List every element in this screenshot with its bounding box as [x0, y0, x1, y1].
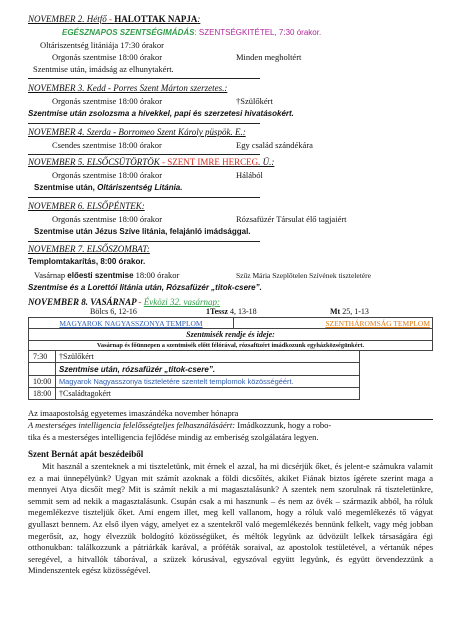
row-1-text: †Szülőkért — [59, 352, 94, 361]
intention-title: Az imaapostolság egyetemes imaszándéka november hónapra — [28, 408, 239, 418]
nov2-subtitle — [62, 28, 321, 38]
nov7-mass-a: Vasárnap — [34, 270, 68, 280]
nov8-reading-2-ref: 4, 13-18 — [227, 307, 257, 316]
table-row-time-cell — [28, 387, 56, 400]
nov3-intention: †Szülőkért — [236, 96, 273, 106]
table-row — [55, 387, 360, 400]
nov8-heading-sep: - — [136, 297, 144, 307]
nov8-heading-a: NOVEMBER 8. VASÁRNAP — [28, 297, 137, 307]
nov4-mass: Csendes szentmise 18:00 órakor — [52, 140, 162, 150]
intention-text-a: Imádkozzunk, hogy a robo- — [235, 420, 332, 430]
nov7-mass-c: 18:00 órakor — [133, 270, 180, 280]
table-row — [55, 362, 360, 376]
row-2-text: Szentmise után, rózsafüzér „titok-csere”. — [59, 365, 216, 374]
nov2-heading-end: : — [197, 14, 201, 24]
nov7-heading: NOVEMBER 7. ELSŐSZOMBAT: — [28, 244, 150, 254]
table-row-time-cell — [28, 362, 56, 376]
nov6-heading: NOVEMBER 6. ELSŐPÉNTEK: — [28, 201, 145, 211]
row-3-text: Magyarok Nagyasszonya tiszteletére szentelt templomok közösségéért. — [59, 377, 294, 386]
intention-topic: A mesterséges intelligencia felelősségteljes felhasználásáért: — [28, 420, 236, 430]
nov2-heading-date: NOVEMBER 2. Hétfő — [28, 14, 107, 24]
nov8-reading-3 — [330, 307, 369, 317]
nov2-heading — [28, 14, 200, 25]
nov3-heading: NOVEMBER 3. Kedd - Porres Szent Márton szerzetes.: — [28, 83, 228, 93]
nov8-reading-1: Bölcs 6, 12-16 — [90, 307, 137, 316]
nov4-intention: Egy család szándékára — [236, 140, 313, 150]
nov3-rule — [28, 123, 260, 124]
intention-line-2 — [28, 420, 331, 431]
nov2-heading-sep: - — [106, 14, 115, 24]
nov2-heading-title: HALOTTAK NAPJA — [114, 14, 198, 24]
nov6-rule — [28, 241, 260, 242]
nov4-heading: NOVEMBER 4. Szerda - Borromeo Szent Károly püspök. E.: — [28, 127, 246, 137]
nov7-intention: Szűz Mária Szeplőtelen Szívének tiszteletére — [236, 271, 371, 280]
nov2-litany: Oltáriszentség litániája 17:30 órakor — [40, 40, 164, 50]
nov2-rule — [28, 78, 260, 79]
nov8-reading-2 — [206, 307, 257, 317]
intention-line-3: tika és a mesterséges intelligencia fejlődése mindig az emberiség szolgálatára legyen. — [28, 432, 319, 442]
row-4-text: †Családtagokért — [59, 389, 111, 398]
nov8-reading-3-ref: 25, 1-13 — [340, 307, 369, 316]
nov8-reading-3-book: Mt — [330, 307, 341, 316]
nov4-rule — [28, 154, 260, 155]
nov2-intention: Minden megholtért — [236, 52, 302, 62]
nov2-mass: Orgonás szentmise 18:00 órakor — [52, 52, 163, 62]
nov7-mass — [34, 270, 179, 281]
nov2-subtitle-a: EGÉSZNAPOS SZENTSÉGIMÁDÁS — [62, 28, 195, 37]
nov5-heading-b: - SZENT IMRE HERCEG — [159, 157, 259, 167]
nov6-note: Szentmise után Jézus Szíve litánia, felajánló imádsággal. — [34, 227, 251, 236]
schedule-header-left: MAGYAROK NAGYASSZONYA TEMPLOM — [59, 319, 203, 328]
schedule-subheader: Szentmisék rendje és ideje: — [186, 330, 275, 339]
nov5-heading-c: . Ü.: — [258, 157, 275, 167]
nov7-cleaning: Templomtakarítás, 8:00 órakor. — [28, 257, 146, 266]
nov3-mass: Orgonás szentmise 18:00 órakor — [52, 96, 163, 106]
nov5-mass: Orgonás szentmise 18:00 órakor — [52, 170, 163, 180]
nov3-note: Szentmise után zsolozsma a hívekkel, papi és szerzetesi hivatásokért. — [28, 109, 294, 118]
nov5-note-a: Szentmise után, — [34, 183, 98, 192]
nov6-intention: Rózsafüzér Társulat élő tagjaiért — [236, 214, 347, 224]
row-1-time: 7:30 — [33, 352, 48, 361]
nov5-heading — [28, 157, 274, 168]
schedule-note: Vasárnap és főünnepen a szentmisék előtt félórával, rózsafüzért imádkozunk egyházközségünkért. — [96, 342, 365, 349]
nov5-rule — [28, 197, 260, 198]
nov8-heading-b: Évközi 32. vasárnap: — [143, 297, 221, 307]
schedule-header-right: SZENTHÁROMSÁG TEMPLOM — [325, 319, 430, 328]
row-3-time: 10:00 — [33, 377, 52, 386]
nov5-note — [34, 183, 182, 193]
nov2-subtitle-b: : SZENTSÉGKITÉTEL, 7:30 órakor. — [194, 28, 322, 37]
nov6-mass: Orgonás szentmise 18:00 órakor — [52, 214, 163, 224]
sermon-title: Szent Bernát apát beszédeiből — [28, 449, 144, 459]
sermon-paragraph: Mit használ a szenteknek a mi tiszteletünk, mit érnek el azzal, ha mi dicsérjük őket, és jelent-e számukra valamit ez a mai ünnepélyünk? Ugyan mit számít azoknak a földi dicsőítés, akiket Fiának biztos ígérete szerint maga a mennyei Atya dicsőít meg? Mit is számít nekik a mi magasztalásunk? A szentek nem szorulnak rá tiszteletünkre, semmit sem ad nekik a magasztalásunk. Csupán csak a mi hasznunk – és nem az övék – származik abból, ha róluk megemlékezve tiszteljük őket. Ami engem illet, meg kell vallanom, hogy a róluk való megemlékezés tő vágyat gyullaszt bennem. Az első ilyen vágy, amelyet ez a szentekről való megemlékezés bennünk felkelt, vagy még jobban megerősít, az, hogy élvezzük boldogító közösségüket, és méltók legyünk az üdvözült lelkek társaságára égi otthonukban: találkozzunk a pátriárkák karával, a próféták soraival, az apostolok testületével, a vértanúk népes seregével, a hitvallók táborával, a szüzek kórusával, egyszóval együtt legyünk, és együtt örvendezzünk a Mindenszentek egész közösségével. — [28, 461, 433, 576]
nov5-intention: Hálából — [236, 170, 263, 180]
nov5-heading-a: NOVEMBER 5. ELSŐCSÜTÖRTÖK — [28, 157, 160, 167]
nov2-prayer: Szentmise után, imádság az elhunytakért. — [33, 64, 174, 74]
nov8-reading-2-book: 1Tessz — [206, 307, 228, 316]
row-4-time: 18:00 — [33, 389, 52, 398]
nov7-note: Szentmise és a Lorettói litánia után, Rózsafüzér „titok-csere”. — [28, 283, 262, 292]
nov7-mass-b: előesti szentmise — [67, 271, 134, 280]
nov5-note-b: Oltáriszentség Litánia. — [97, 183, 183, 192]
